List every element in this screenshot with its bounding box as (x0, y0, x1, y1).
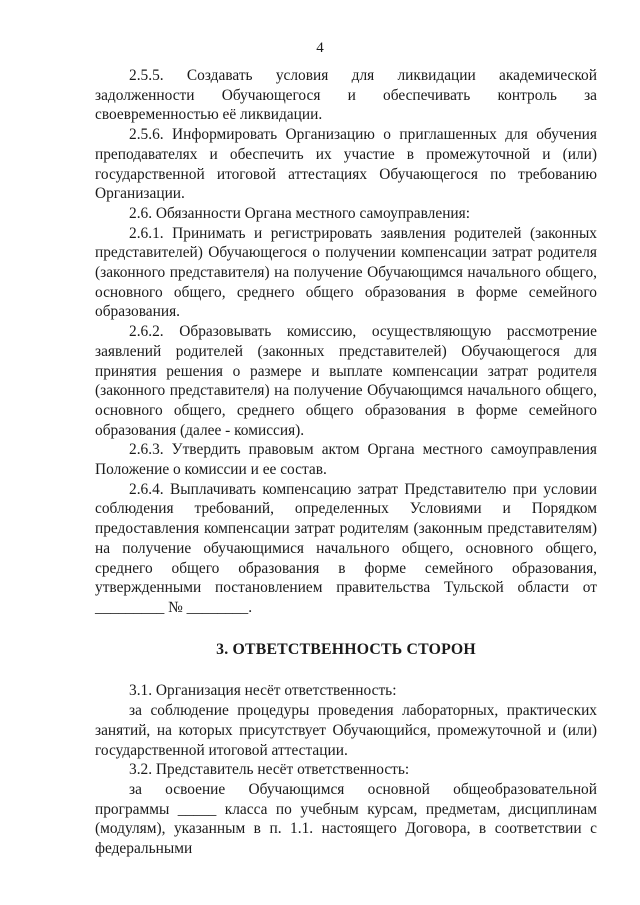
paragraph-2-5-6: 2.5.6. Информировать Организацию о приглашенных для обучения преподавателях и обеспечить их участие в промежуточной и (или) государственной итоговой аттестациях Обучающегося по требованию Организации. (95, 126, 597, 203)
paragraph-2-6: 2.6. Обязанности Органа местного самоуправления: (129, 204, 471, 222)
paragraph-2-5-5: 2.5.5. Создавать условия для ликвидации академической задолженности Обучающегося и обеспечивать контроль за своевременностью её ликвидации. (95, 67, 597, 124)
page-number: 4 (316, 40, 324, 56)
paragraph-3-2-text: за освоение Обучающимся основной общеобразовательной программы _____ класса по учебным курсам, предметам, дисциплинам (модулям), указанным в п. 1.1. настоящего Договора, в соответствии с федеральными (95, 780, 597, 858)
paragraph-2-6-1: 2.6.1. Принимать и регистрировать заявления родителей (законных представителей) Обучающегося о получении компенсации затрат родителя (законного представителя) на получение Обучающимся начального общего, основного общего, среднего общего образования в форме семейного образования. (95, 224, 597, 321)
paragraph-2-6-4: 2.6.4. Выплачивать компенсацию затрат Представителю при условии соблюдения требований, определенных Условиями и Порядком предоставления компенсации затрат родителям (законным представителям) на получение обучающимися начального общего, основного общего, среднего общего образования в форме семейного образования, утвержденными постановлением правительства Тульской области от _________ № ________. (95, 480, 597, 616)
paragraph-2-6-3: 2.6.3. Утвердить правовым актом Органа местного самоуправления Положение о комиссии и ее состав. (95, 441, 597, 479)
paragraph-3-1: 3.1. Организация несёт ответственность: (129, 682, 397, 700)
document-body (95, 66, 597, 859)
paragraph-3-1-text: за соблюдение процедуры проведения лабораторных, практических занятий, на которых присутствует Обучающийся, промежуточной и (или) государственной итоговой аттестации. (95, 702, 597, 759)
paragraph-2-6-2: 2.6.2. Образовывать комиссию, осуществляющую рассмотрение заявлений родителей (законных представителей) Обучающегося для принятия решения о размере и выплате компенсации затрат родителя (законного представителя) на получение Обучающимся начального общего, основного общего, среднего общего образования в форме семейного образования (далее - комиссия). (95, 323, 597, 439)
paragraph-3-2: 3.2. Представитель несёт ответственность: (129, 761, 410, 779)
section-heading: 3. ОТВЕТСТВЕННОСТЬ СТОРОН (216, 640, 476, 658)
